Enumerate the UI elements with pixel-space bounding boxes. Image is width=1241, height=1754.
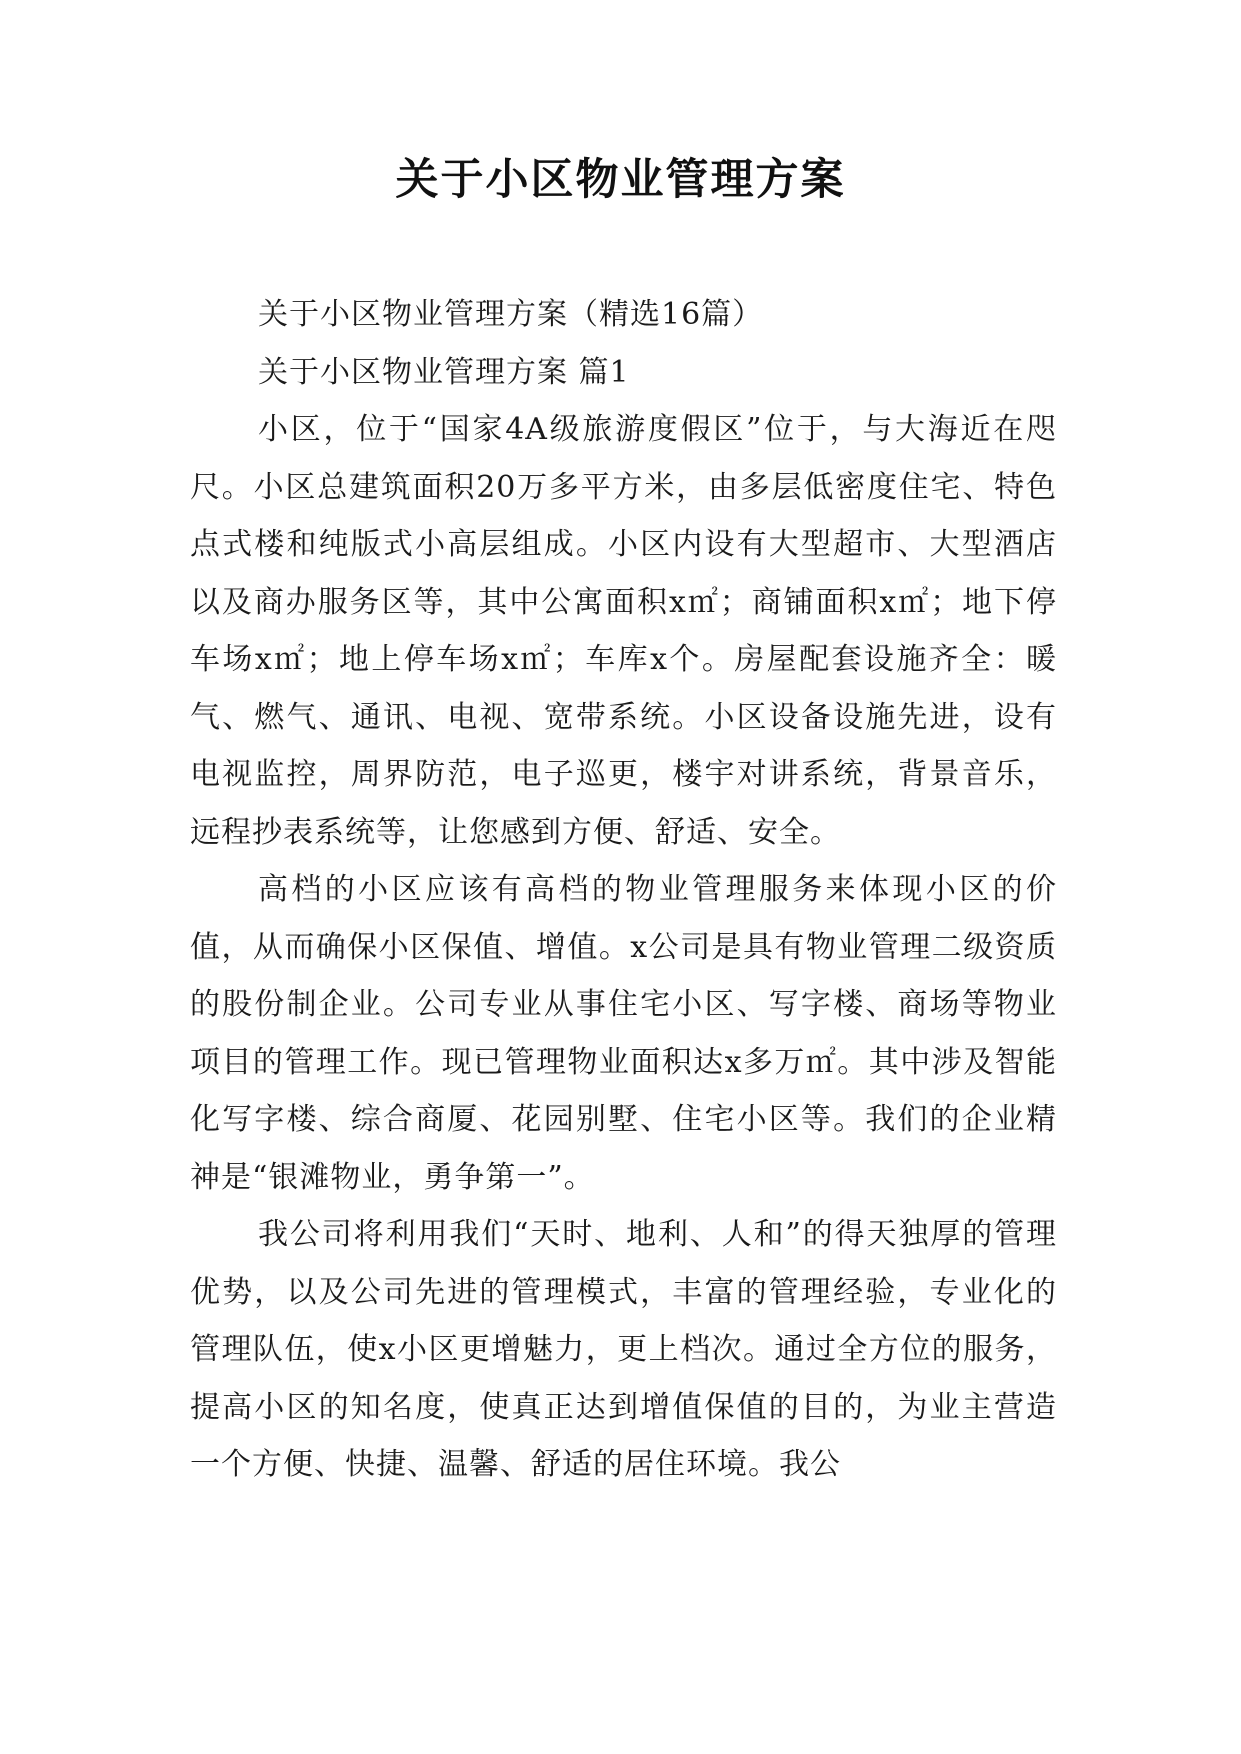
paragraph-company: 高档的小区应该有高档的物业管理服务来体现小区的价值，从而确保小区保值、增值。x公司是具有物业管理二级资质的股份制企业。公司专业从事住宅小区、写字楼、商场等物业项目的管理工作。现已管理物业面积达x多万㎡。其中涉及智能化写字楼、综合商厦、花园别墅、住宅小区等。我们的企业精神是“银滩物业，勇争第一”。 — [190, 872, 1057, 1195]
document-title: 关于小区物业管理方案 — [395, 155, 846, 205]
paragraph-intro: 小区，位于“国家4A级旅游度假区”位于，与大海近在咫尺。小区总建筑面积20万多平方米，由多层低密度住宅、特色点式楼和纯版式小高层组成。小区内设有大型超市、大型酒店以及商办服务区等，其中公寓面积x㎡；商铺面积x㎡；地下停车场x㎡；地上停车场x㎡；车库x个。房屋配套设施齐全：暖气、燃气、通讯、电视、宽带系统。小区设备设施先进，设有电视监控，周界防范，电子巡更，楼宇对讲系统，背景音乐，远程抄表系统等，让您感到方便、舒适、安全。 — [190, 412, 1057, 850]
paragraph-advantage: 我公司将利用我们“天时、地利、人和”的得天独厚的管理优势，以及公司先进的管理模式，丰富的管理经验，专业化的管理队伍，使x小区更增魅力，更上档次。通过全方位的服务，提高小区的知名度，使真正达到增值保值的目的，为业主营造一个方便、快捷、温馨、舒适的居住环境。我公 — [190, 1217, 1057, 1482]
document-body — [190, 286, 1057, 1494]
document-subtitle: 关于小区物业管理方案（精选16篇） — [258, 297, 764, 332]
section-heading: 关于小区物业管理方案 篇1 — [258, 354, 630, 390]
